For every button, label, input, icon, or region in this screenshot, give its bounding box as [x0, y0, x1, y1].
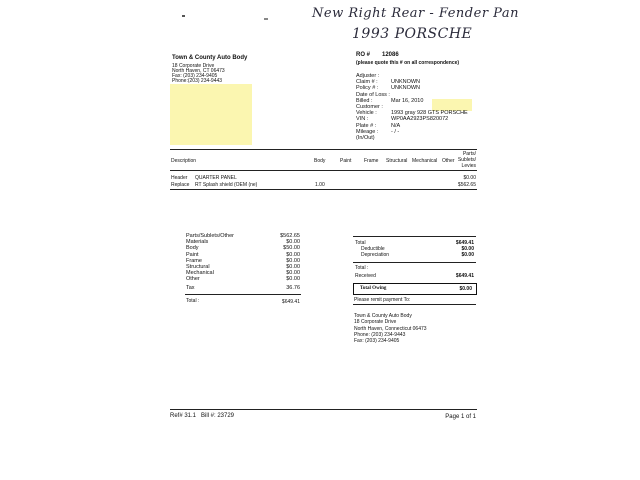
summary-label: Mechanical — [186, 270, 214, 277]
col-header-parts-line3: Levies — [461, 163, 476, 169]
total-owing-value: $0.00 — [459, 286, 472, 292]
summary-left-total-label: Total : — [186, 298, 200, 304]
depreciation-label: Depreciation — [361, 252, 390, 258]
footer-bill: Bill #: 23729 — [201, 413, 235, 419]
shop-fax: Fax: (203) 234-9405 — [172, 73, 218, 79]
info-value: UNKNOWN — [391, 85, 421, 92]
col-header-description: Description — [171, 158, 197, 164]
info-label: Customer : — [356, 103, 383, 110]
row-body-hours: 1.00 — [315, 182, 325, 188]
summary-value: $0.00 — [286, 270, 300, 277]
info-label: Date of Loss : — [356, 91, 390, 98]
info-label: VIN : — [356, 116, 369, 123]
col-header-parts-line2: Sublets/ — [457, 157, 476, 163]
table-top-rule — [170, 149, 477, 150]
col-header-parts — [452, 151, 476, 169]
row-type: Header — [171, 175, 188, 181]
remit-phone: Phone: (203) 234-9443 — [354, 332, 406, 338]
summary-right-mid-rule — [353, 262, 476, 263]
summary-right-total2-label: Total : — [355, 265, 369, 271]
col-header-body: Body — [314, 158, 326, 164]
col-header-other: Other — [442, 158, 455, 164]
ro-label: RO # — [356, 52, 371, 58]
col-header-paint: Paint — [340, 158, 352, 164]
handwritten-note-line1: New Right Rear - Fender Pan — [312, 6, 519, 21]
info-value: Mar 16, 2010 — [391, 97, 424, 104]
summary-label: Structural — [186, 263, 210, 270]
info-label: Policy # : — [356, 85, 379, 92]
sticky-note-redaction — [170, 84, 252, 145]
summary-value: $562.65 — [280, 233, 300, 239]
footer-ref: Ref# 31.1 — [170, 413, 197, 419]
table-bottom-rule — [170, 189, 477, 190]
summary-label: Frame — [186, 257, 202, 264]
shop-name: Town & County Auto Body — [172, 55, 248, 61]
remit-address: 18 Corporate Drive — [354, 319, 397, 325]
footer-rule — [170, 409, 477, 410]
info-label: Plate # : — [356, 122, 377, 129]
row-description: RT Splash shield (OEM (ne) — [195, 182, 258, 188]
info-value: UNKNOWN — [391, 79, 421, 86]
remit-rule — [353, 304, 476, 305]
row-description: QUARTER PANEL — [195, 175, 237, 181]
remit-fax: Fax: (203) 234-9405 — [354, 338, 400, 344]
received-label: Received — [355, 273, 376, 279]
table-header-rule — [170, 170, 477, 171]
received-value: $649.41 — [455, 273, 474, 279]
shop-phone: Phone:(203) 234-9443 — [172, 78, 223, 84]
info-label: Claim # : — [356, 79, 378, 86]
summary-right-top-rule — [353, 236, 476, 237]
ro-note: (please quote this # on all correspondence) — [356, 60, 460, 66]
row-amount: $562.65 — [457, 182, 476, 188]
depreciation-value: $0.00 — [461, 252, 474, 258]
handwritten-note-line2: 1993 PORSCHE — [352, 26, 473, 42]
summary-left-labels — [186, 233, 234, 291]
summary-label: Materials — [186, 239, 209, 246]
col-header-parts-line1: Parts/ — [462, 151, 476, 157]
summary-label: Tax — [186, 284, 195, 291]
remit-city: North Haven, Connecticut 06473 — [354, 326, 427, 332]
summary-value: $0.00 — [286, 263, 300, 270]
info-label: Mileage : — [356, 128, 379, 135]
deductible-value: $0.00 — [461, 246, 474, 252]
info-value: - / - — [391, 128, 400, 135]
info-value: 1993 gray 928 GTS PORSCHE — [391, 110, 468, 117]
summary-left-values — [262, 233, 300, 291]
remit-heading: Please remit payment To: — [354, 297, 411, 303]
info-value: N/A — [391, 122, 401, 129]
col-header-structural: Structural — [386, 158, 408, 164]
row-type: Replace — [171, 182, 190, 188]
info-label: Vehicle : — [356, 110, 377, 117]
scan-speck — [182, 15, 185, 17]
summary-value: $50.00 — [283, 245, 300, 252]
summary-label: Paint — [186, 251, 199, 258]
summary-value: $0.00 — [286, 257, 300, 264]
footer-page: Page 1 of 1 — [445, 414, 476, 420]
summary-right-total-value: $649.41 — [455, 240, 474, 246]
total-owing-label: Total Owing — [360, 286, 387, 291]
info-label: (In/Out) — [356, 134, 375, 141]
info-label: Adjuster : — [356, 73, 380, 79]
row-amount: $0.00 — [463, 175, 476, 181]
summary-label: Body — [186, 245, 199, 252]
info-label: Billed : — [356, 97, 373, 104]
table-row — [171, 175, 187, 181]
summary-value: 36.76 — [286, 284, 300, 291]
remit-name: Town & County Auto Body — [354, 313, 412, 319]
shop-city: North Haven, CT 06473 — [172, 68, 225, 74]
summary-left-total-value: $649.41 — [281, 299, 300, 305]
summary-value: $0.00 — [286, 276, 300, 283]
scan-speck — [264, 18, 268, 20]
col-header-mechanical: Mechanical — [412, 158, 438, 164]
info-labels — [356, 73, 390, 141]
table-row — [171, 182, 189, 188]
info-value — [391, 135, 468, 141]
summary-value: $0.00 — [286, 251, 300, 258]
summary-left-rule — [185, 294, 301, 295]
summary-label: Other — [186, 276, 200, 283]
col-header-frame: Frame — [364, 158, 379, 164]
total-owing-box — [353, 283, 477, 295]
summary-label: Parts/Sublets/Other — [186, 233, 234, 239]
summary-right-total-label: Total — [355, 240, 366, 246]
deductible-label: Deductible — [361, 246, 385, 252]
info-value: WP0AA2923PS820072 — [391, 116, 449, 123]
shop-address: 18 Corporate Drive — [172, 63, 215, 69]
summary-value: $0.00 — [286, 239, 300, 246]
info-values — [391, 73, 468, 141]
ro-number: 12086 — [382, 52, 399, 58]
